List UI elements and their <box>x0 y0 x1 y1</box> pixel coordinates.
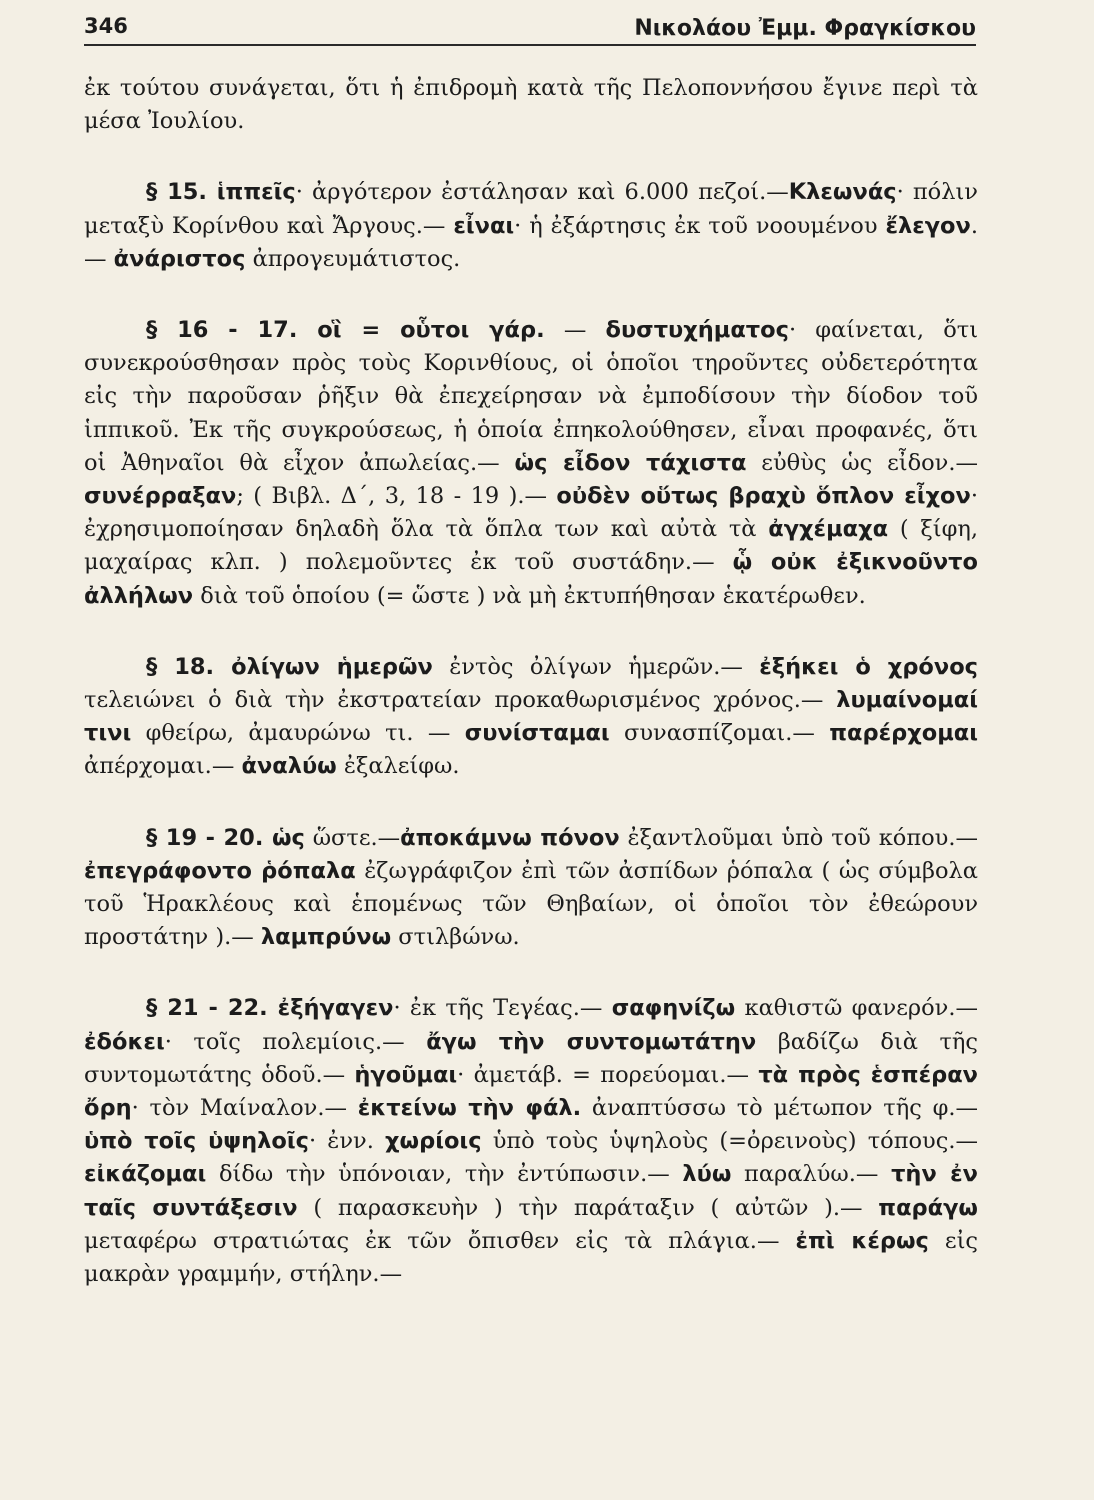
gloss-text: ὥστε.— <box>304 824 401 851</box>
term: ὡς εἶδον τάχιστα <box>514 449 747 476</box>
term: ἡγοῦμαι <box>354 1061 458 1088</box>
term: § 21 - 22. <box>146 995 278 1022</box>
gloss-text: · ἐνν. <box>308 1128 386 1155</box>
gloss-text: διὰ τοῦ ὁποίου (= ὥστε ) νὰ μὴ ἐκτυπήθησαν ἑκατέρωθεν. <box>193 582 866 609</box>
term: συνέρραξαν <box>84 483 237 510</box>
paragraph-section-15 <box>84 176 978 276</box>
term: § 15. <box>146 179 217 206</box>
gloss-text: — <box>544 317 606 344</box>
gloss-text: · ἐκ τῆς Τεγέας.— <box>393 995 612 1022</box>
term: τὴν ἐν ταῖς συντάξεσιν <box>84 1161 978 1221</box>
term: συνίσταμαι <box>464 720 610 747</box>
term: ἀνάριστος <box>113 245 246 272</box>
gloss-text: ἐξαντλοῦμαι ὑπὸ τοῦ κόπου.— <box>619 824 978 851</box>
page-number: 346 <box>84 14 128 38</box>
term: ἐπὶ κέρως <box>795 1227 929 1254</box>
term: Κλεωνάς <box>788 179 897 206</box>
term: ἐδόκει <box>84 1028 165 1055</box>
term: ὀλίγων ἡμερῶν <box>231 653 433 680</box>
term: ἄγω τὴν συντομωτάτην <box>426 1028 757 1055</box>
gloss-text: εἰς μακρὰν γραμμήν, στήλην.— <box>84 1227 979 1288</box>
gloss-text: τελειώνει ὁ διὰ τὴν ἐκστρατείαν προκαθωρισμένος χρόνος.— <box>84 687 837 714</box>
term: τὰ πρὸς ἑσπέραν ὄρη <box>84 1061 979 1122</box>
gloss-text: ( ξίφη, μαχαίρας κλπ. ) πολεμοῦντες ἐκ τοῦ συστάδην.— <box>84 516 978 576</box>
term: χωρίοις <box>385 1128 482 1155</box>
gloss-text: δίδω τὴν ὑπόνοιαν, τὴν ἐντύπωσιν.— <box>206 1161 683 1188</box>
term: παράγω <box>878 1194 978 1221</box>
term: παρέρχομαι <box>829 720 978 747</box>
gloss-text: ἐζωγράφιζον ἐπὶ τῶν ἀσπίδων ῥόπαλα ( ὡς σύμβολα τοῦ Ἡρακλέους καὶ ἑπομένως τῶν Θηβαίων, οἱ ὁποῖοι τὸν ἐθεώρουν προστάτην ).— <box>84 857 978 951</box>
term: λαμπρύνω <box>260 924 392 951</box>
gloss-text: ( παρασκευὴν ) τὴν παράταξιν ( αὐτῶν ).— <box>297 1194 879 1221</box>
gloss-text: εὐθὺς ὡς εἶδον.— <box>746 449 979 476</box>
term: ἐξήγαγεν <box>277 995 394 1022</box>
page-header <box>84 10 976 46</box>
gloss-text: βαδίζω διὰ τῆς συντομωτάτης ὁδοῦ.— <box>84 1028 978 1088</box>
gloss-text: μεταφέρω στρατιώτας ἐκ τῶν ὄπισθεν εἰς τὰ πλάγια.— <box>84 1227 796 1254</box>
gloss-text: φθείρω, ἀμαυρώνω τι. — <box>131 720 465 747</box>
term: ἔλεγον <box>885 212 971 239</box>
term: σαφηνίζω <box>611 995 736 1022</box>
term: ἀγχέμαχα <box>768 516 889 543</box>
paragraph-section-21-22 <box>84 992 978 1291</box>
term: εἶναι <box>453 212 515 239</box>
term: λυμαίνομαί τινι <box>84 687 978 747</box>
gloss-text: ἀναπτύσσω τὸ μέτωπον τῆς φ.— <box>581 1095 978 1122</box>
term: ἀναλύω <box>241 753 337 780</box>
running-head: Νικολάου Ἐμμ. Φραγκίσκου <box>634 16 976 41</box>
term: οὐδὲν οὕτως βραχὺ ὅπλον εἶχον <box>556 483 971 510</box>
gloss-text: · ἀμετάβ. = πορεύομαι.— <box>457 1061 759 1088</box>
gloss-text: ἐξαλείφω. <box>336 753 460 780</box>
paragraph-intro <box>84 72 978 138</box>
term: ἀποκάμνω πόνον <box>400 824 620 851</box>
gloss-text: · τὸν Μαίναλον.— <box>131 1095 358 1122</box>
term: δυστυχήματος <box>605 317 789 344</box>
gloss-text: στιλβώνω. <box>391 924 520 951</box>
term: § 18. <box>146 653 232 680</box>
gloss-text: · πόλιν μεταξὺ Κορίνθου καὶ Ἄργους.— <box>84 179 978 239</box>
term: οἳ = οὗτοι γάρ. <box>317 317 545 344</box>
term: ἱππεῖς <box>216 179 296 206</box>
gloss-text: ἐκ τούτου συνάγεται, ὅτι ἡ ἐπιδρομὴ κατὰ τῆς Πελοποννήσου ἔγινε περὶ τὰ μέσα Ἰουλίου. <box>84 75 978 135</box>
gloss-text: ἐντὸς ὀλίγων ἡμερῶν.— <box>432 653 760 680</box>
gloss-text: .— <box>84 212 978 272</box>
gloss-text: · φαίνεται, ὅτι συνεκρούσθησαν πρὸς τοὺς Κορινθίους, οἱ ὁποῖοι τηροῦντες οὐδετερότητα εἰς τὴν παροῦσαν ῥῆξιν θὰ ἐπεχείρησαν νὰ ἐμποδίσουν τὴν δίοδον τοῦ ἱππικοῦ. Ἐκ τῆς συγκρούσεως, ἡ ὁποία ἐπηκολούθησεν, εἶναι προφανές, ὅτι οἱ Ἀθηναῖοι θὰ εἶχον ἀπωλείας.— <box>84 317 979 476</box>
gloss-text: συνασπίζομαι.— <box>609 720 830 747</box>
gloss-text: · ἡ ἐξάρτησις ἐκ τοῦ νοουμένου <box>514 212 886 239</box>
gloss-text: ὑπὸ τοὺς ὑψηλοὺς (=ὀρεινοὺς) τόπους.— <box>481 1128 978 1155</box>
term: ἐπεγράφοντο ῥόπαλα <box>84 857 356 884</box>
term: λύω <box>682 1161 732 1188</box>
gloss-text: καθιστῶ φανερόν.— <box>735 995 978 1022</box>
term: ἐκτείνω τὴν φάλ. <box>357 1095 582 1122</box>
term: § 19 - 20. <box>146 824 272 851</box>
gloss-text: · ἀργότερον ἐστάλησαν καὶ 6.000 πεζοί.— <box>295 179 789 206</box>
gloss-text: · ἐχρησιμοποίησαν δηλαδὴ ὅλα τὰ ὅπλα των καὶ αὐτὰ τὰ <box>84 483 978 543</box>
gloss-text: ; ( Βιβλ. Δ΄, 3, 18 - 19 ).— <box>236 483 557 510</box>
gloss-text: παραλύω.— <box>731 1161 892 1188</box>
paragraph-section-19-20 <box>84 822 978 955</box>
term: εἰκάζομαι <box>84 1161 207 1188</box>
gloss-text: ἀπρογευμάτιστος. <box>245 245 461 272</box>
term: ὡς <box>271 824 305 851</box>
gloss-text: ἀπέρχομαι.— <box>84 753 242 780</box>
commentary-text <box>84 72 978 1291</box>
term: ᾧ οὐκ ἐξικνοῦντο ἀλλήλων <box>84 549 978 609</box>
paragraph-section-16-17 <box>84 314 978 613</box>
gloss-text: · τοῖς πολεμίοις.— <box>164 1028 427 1055</box>
term: ἐξήκει ὁ χρόνος <box>759 653 979 680</box>
term: § 16 - 17. <box>146 317 318 344</box>
paragraph-section-18 <box>84 651 978 784</box>
term: ὑπὸ τοῖς ὑψηλοῖς <box>84 1128 309 1155</box>
